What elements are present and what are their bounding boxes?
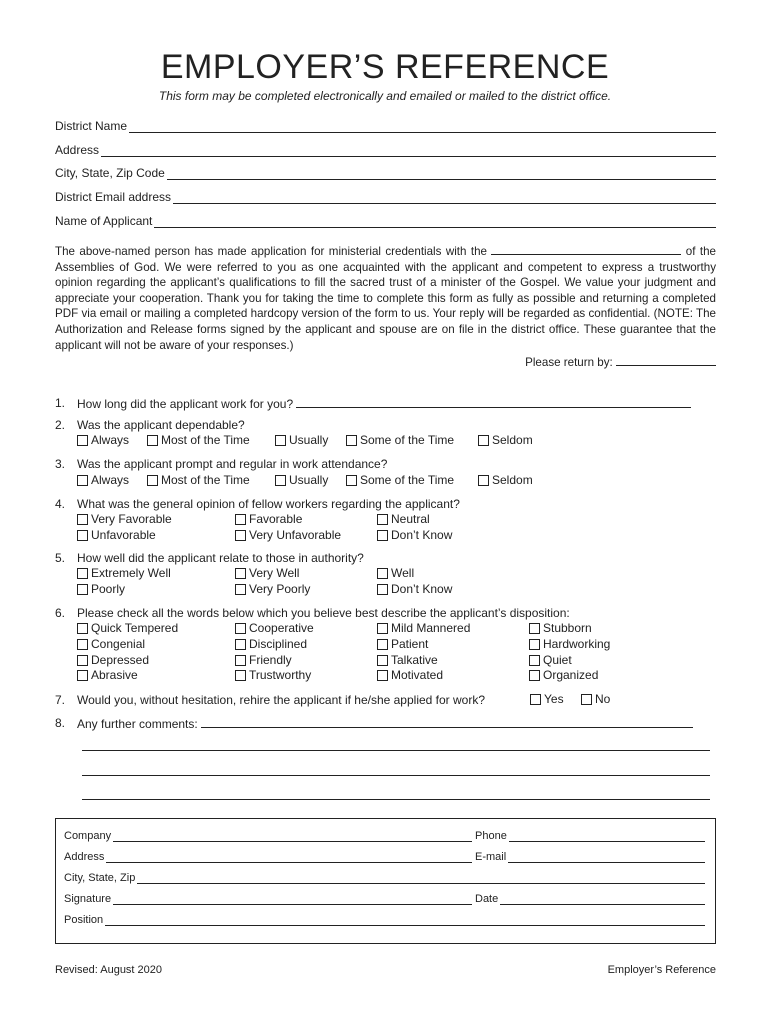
checkbox[interactable] xyxy=(77,435,88,446)
field-label: Address xyxy=(55,143,100,157)
option-label: Quick Tempered xyxy=(91,621,179,635)
comments-line[interactable] xyxy=(82,775,710,776)
checkbox[interactable] xyxy=(275,435,286,446)
address-field[interactable] xyxy=(55,143,716,157)
option-label: Organized xyxy=(543,668,599,682)
return-by-line[interactable] xyxy=(616,355,716,366)
field-label: Name of Applicant xyxy=(55,214,153,228)
option-label: Extremely Well xyxy=(91,566,171,580)
question-number: 3. xyxy=(55,457,66,471)
checkbox[interactable] xyxy=(77,530,88,541)
field-label: Position xyxy=(64,914,104,926)
checkbox[interactable] xyxy=(377,623,388,634)
question-number: 4. xyxy=(55,497,66,511)
q6-option-disciplined[interactable] xyxy=(235,637,307,651)
comments-line[interactable] xyxy=(82,799,710,800)
option-label: Abrasive xyxy=(91,668,138,682)
option-label: Most of the Time xyxy=(161,433,250,447)
q6-option-depressed[interactable] xyxy=(77,653,149,667)
checkbox[interactable] xyxy=(235,670,246,681)
q7-option-yes[interactable] xyxy=(530,692,564,706)
option-label: Most of the Time xyxy=(161,473,250,487)
q4-option-favorable[interactable] xyxy=(235,512,302,526)
checkbox[interactable] xyxy=(346,475,357,486)
checkbox[interactable] xyxy=(77,568,88,579)
checkbox[interactable] xyxy=(275,475,286,486)
company-field[interactable] xyxy=(64,830,472,842)
q2-option-always[interactable] xyxy=(77,433,129,447)
checkbox[interactable] xyxy=(235,655,246,666)
q4-option-neutral[interactable] xyxy=(377,512,430,526)
q2-option-some[interactable] xyxy=(346,433,454,447)
employer-info-box xyxy=(55,818,716,944)
q6-option-organized[interactable] xyxy=(529,668,598,682)
checkbox[interactable] xyxy=(235,623,246,634)
checkbox[interactable] xyxy=(235,530,246,541)
option-label: Talkative xyxy=(391,653,438,667)
return-label: Please return by: xyxy=(525,356,613,369)
q5-option-well[interactable] xyxy=(377,566,414,580)
q2-option-most[interactable] xyxy=(147,433,250,447)
option-label: Don’t Know xyxy=(391,582,453,596)
checkbox[interactable] xyxy=(529,639,540,650)
option-label: Stubborn xyxy=(543,621,592,635)
q6-option-abrasive[interactable] xyxy=(77,668,138,682)
q6-option-patient[interactable] xyxy=(377,637,428,651)
field-label: District Email address xyxy=(55,190,172,204)
q4-option-very-unfavorable[interactable] xyxy=(235,528,341,542)
checkbox[interactable] xyxy=(77,584,88,595)
footer-revised: Revised: August 2020 xyxy=(55,964,163,976)
option-label: Yes xyxy=(544,692,564,706)
question-3 xyxy=(55,457,716,473)
checkbox[interactable] xyxy=(377,530,388,541)
work-duration-line[interactable] xyxy=(296,396,691,408)
field-line[interactable] xyxy=(129,120,716,133)
checkbox[interactable] xyxy=(77,655,88,666)
field-line[interactable] xyxy=(113,893,472,905)
checkbox[interactable] xyxy=(377,639,388,650)
option-label: Some of the Time xyxy=(360,433,455,447)
company-address-field[interactable] xyxy=(64,851,472,863)
question-label: Any further comments: xyxy=(77,717,198,731)
field-line[interactable] xyxy=(113,830,472,842)
option-label: Disciplined xyxy=(249,637,308,651)
field-label: E-mail xyxy=(475,851,507,863)
question-text: Would you, without hesitation, rehire the applicant if he/she applied for work? xyxy=(77,693,486,707)
return-by xyxy=(525,355,716,369)
checkbox[interactable] xyxy=(77,475,88,486)
company-city-field[interactable] xyxy=(64,872,705,884)
option-label: No xyxy=(595,692,611,706)
option-label: Friendly xyxy=(249,653,292,667)
phone-field[interactable] xyxy=(475,830,705,842)
position-field[interactable] xyxy=(64,914,705,926)
q4-option-unfavorable[interactable] xyxy=(77,528,156,542)
option-label: Seldom xyxy=(492,433,533,447)
q6-option-mild-mannered[interactable] xyxy=(377,621,470,635)
option-label: Very Well xyxy=(249,566,300,580)
option-label: Depressed xyxy=(91,653,150,667)
q5-option-extremely-well[interactable] xyxy=(77,566,171,580)
option-label: Seldom xyxy=(492,473,533,487)
checkbox[interactable] xyxy=(530,694,541,705)
checkbox[interactable] xyxy=(147,435,158,446)
q6-option-hardworking[interactable] xyxy=(529,637,610,651)
q6-option-stubborn[interactable] xyxy=(529,621,592,635)
option-label: Usually xyxy=(289,473,329,487)
q4-option-very-favorable[interactable] xyxy=(77,512,172,526)
district-name-field[interactable] xyxy=(55,119,716,133)
option-label: Trustworthy xyxy=(249,668,312,682)
checkbox[interactable] xyxy=(478,435,489,446)
field-label: Phone xyxy=(475,830,507,842)
option-label: Motivated xyxy=(391,668,444,682)
q7-option-no[interactable] xyxy=(581,692,610,706)
checkbox[interactable] xyxy=(77,639,88,650)
question-text xyxy=(77,716,693,731)
city-state-zip-field[interactable] xyxy=(55,166,716,180)
intro-body: of the Assemblies of God. We were referred to you as one acquainted with the applicant and competent to express a trustworthy opinion regarding the applicant’s qualifications to fill the sacred trust of a minister of the Gospel. We value your judgment and appreciate your cooperation. Thank you for taking the time to complete this form as fully as possible and returning a completed PDF via email or mailing a completed hardcopy version of the form to us. Your reply will be regarded as confidential. (NOTE: The Authorization and Release forms signed by the applicant and spouse are on file in the district office. These guarantee that the applicant will not be aware of your responses.) xyxy=(55,245,716,352)
option-label: Mild Mannered xyxy=(391,621,471,635)
question-8 xyxy=(55,716,716,732)
applicant-name-field[interactable] xyxy=(55,214,716,228)
option-label: Usually xyxy=(289,433,329,447)
question-number: 5. xyxy=(55,551,66,565)
district-email-field[interactable] xyxy=(55,190,716,204)
field-label: Signature xyxy=(64,893,112,905)
checkbox[interactable] xyxy=(377,584,388,595)
checkbox[interactable] xyxy=(581,694,592,705)
option-label: Neutral xyxy=(391,512,430,526)
option-label: Poorly xyxy=(91,582,126,596)
option-label: Favorable xyxy=(249,512,303,526)
comments-line[interactable] xyxy=(201,716,693,728)
checkbox[interactable] xyxy=(235,639,246,650)
intro-lead: The above-named person has made application for ministerial credentials with the xyxy=(55,245,487,258)
checkbox[interactable] xyxy=(346,435,357,446)
question-text: Please check all the words below which you believe best describe the applicant’s disposition: xyxy=(77,606,570,620)
checkbox[interactable] xyxy=(147,475,158,486)
credentials-district-line[interactable] xyxy=(491,244,681,255)
question-text: How well did the applicant relate to those in authority? xyxy=(77,551,364,565)
checkbox[interactable] xyxy=(77,670,88,681)
field-label: City, State, Zip xyxy=(64,872,136,884)
q3-option-always[interactable] xyxy=(77,473,129,487)
q6-option-congenial[interactable] xyxy=(77,637,145,651)
option-label: Congenial xyxy=(91,637,146,651)
checkbox[interactable] xyxy=(235,514,246,525)
q5-option-dont-know[interactable] xyxy=(377,582,452,596)
field-label: Date xyxy=(475,893,499,905)
checkbox[interactable] xyxy=(377,568,388,579)
question-7 xyxy=(55,693,716,709)
checkbox[interactable] xyxy=(77,514,88,525)
field-label: District Name xyxy=(55,119,128,133)
checkbox[interactable] xyxy=(529,623,540,634)
field-line[interactable] xyxy=(167,167,716,180)
field-line[interactable] xyxy=(509,830,705,842)
q3-option-usually[interactable] xyxy=(275,473,328,487)
q6-option-trustworthy[interactable] xyxy=(235,668,311,682)
email-field[interactable] xyxy=(475,851,705,863)
field-line[interactable] xyxy=(500,893,705,905)
q5-option-very-well[interactable] xyxy=(235,566,299,580)
question-number: 8. xyxy=(55,716,66,730)
q2-option-seldom[interactable] xyxy=(478,433,533,447)
q6-option-cooperative[interactable] xyxy=(235,621,314,635)
field-line[interactable] xyxy=(105,914,705,926)
signature-field[interactable] xyxy=(64,893,472,905)
checkbox[interactable] xyxy=(235,568,246,579)
question-text: What was the general opinion of fellow workers regarding the applicant? xyxy=(77,497,460,511)
option-label: Some of the Time xyxy=(360,473,455,487)
checkbox[interactable] xyxy=(235,584,246,595)
checkbox[interactable] xyxy=(377,514,388,525)
option-label: Well xyxy=(391,566,415,580)
q3-option-seldom[interactable] xyxy=(478,473,533,487)
question-number: 7. xyxy=(55,693,66,707)
date-field[interactable] xyxy=(475,893,705,905)
checkbox[interactable] xyxy=(77,623,88,634)
footer-form-name: Employer’s Reference xyxy=(607,964,716,976)
option-label: Very Favorable xyxy=(91,512,172,526)
checkbox[interactable] xyxy=(529,655,540,666)
q5-option-very-poorly[interactable] xyxy=(235,582,310,596)
field-line[interactable] xyxy=(154,215,716,228)
option-label: Quiet xyxy=(543,653,572,667)
q6-option-motivated[interactable] xyxy=(377,668,443,682)
field-line[interactable] xyxy=(173,191,716,204)
checkbox[interactable] xyxy=(478,475,489,486)
field-line[interactable] xyxy=(508,851,705,863)
checkbox[interactable] xyxy=(377,670,388,681)
question-2 xyxy=(55,418,716,434)
field-label: Address xyxy=(64,851,105,863)
field-line[interactable] xyxy=(101,144,716,157)
q6-option-talkative[interactable] xyxy=(377,653,438,667)
question-text: Was the applicant dependable? xyxy=(77,418,245,432)
option-label: Patient xyxy=(391,637,429,651)
option-label: Don’t Know xyxy=(391,528,453,542)
field-label: Company xyxy=(64,830,112,842)
q4-option-dont-know[interactable] xyxy=(377,528,452,542)
q6-option-quick-tempered[interactable] xyxy=(77,621,178,635)
question-number: 1. xyxy=(55,396,66,410)
question-number: 6. xyxy=(55,606,66,620)
field-line[interactable] xyxy=(137,872,705,884)
option-label: Unfavorable xyxy=(91,528,156,542)
q2-option-usually[interactable] xyxy=(275,433,328,447)
option-label: Very Unfavorable xyxy=(249,528,342,542)
option-label: Cooperative xyxy=(249,621,314,635)
field-label: City, State, Zip Code xyxy=(55,166,165,180)
question-5 xyxy=(55,551,716,567)
q3-option-most[interactable] xyxy=(147,473,250,487)
option-label: Always xyxy=(91,433,130,447)
q6-option-quiet[interactable] xyxy=(529,653,572,667)
q6-option-friendly[interactable] xyxy=(235,653,292,667)
option-label: Very Poorly xyxy=(249,582,311,596)
option-label: Hardworking xyxy=(543,637,611,651)
checkbox[interactable] xyxy=(529,670,540,681)
question-6 xyxy=(55,606,716,622)
question-4 xyxy=(55,497,716,513)
field-line[interactable] xyxy=(106,851,472,863)
page-subtitle: This form may be completed electronically and emailed or mailed to the district office. xyxy=(158,89,612,103)
question-number: 2. xyxy=(55,418,66,432)
q3-option-some[interactable] xyxy=(346,473,454,487)
page-title: EMPLOYER’S REFERENCE xyxy=(160,48,610,86)
q5-option-poorly[interactable] xyxy=(77,582,125,596)
question-text xyxy=(77,396,691,411)
intro-paragraph xyxy=(55,244,716,353)
comments-line[interactable] xyxy=(82,750,710,751)
question-text: Was the applicant prompt and regular in work attendance? xyxy=(77,457,388,471)
question-label: How long did the applicant work for you? xyxy=(77,397,294,411)
option-label: Always xyxy=(91,473,130,487)
checkbox[interactable] xyxy=(377,655,388,666)
question-1 xyxy=(55,396,716,412)
